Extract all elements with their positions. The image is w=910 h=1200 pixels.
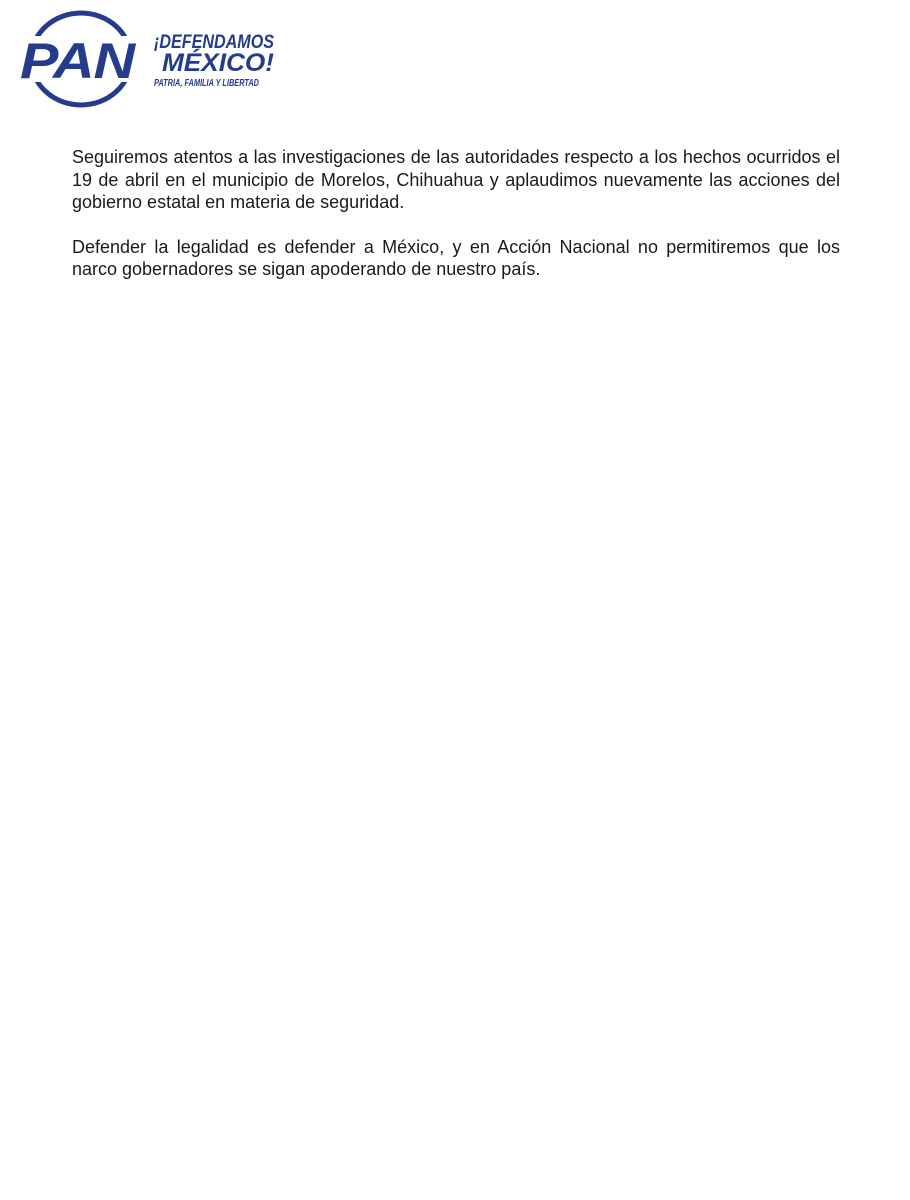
slogan-line-patria: PATRIA, FAMILIA Y LIBERTAD (154, 77, 260, 89)
pan-logo-graphic (18, 6, 138, 110)
campaign-slogan (152, 28, 277, 98)
slogan-line-defendamos: ¡DEFENDAMOS (154, 32, 275, 53)
paragraph-legalidad: Defender la legalidad es defender a México, y en Acción Nacional no permitiremos que los narco gobernadores se sigan apoderando de nuestro país. (72, 236, 840, 279)
statement-body (72, 146, 840, 303)
pan-logo-text: PAN (20, 33, 137, 89)
paragraph-investigaciones: Seguiremos atentos a las investigaciones de las autoridades respecto a los hechos ocurridos el 19 de abril en el municipio de Morelos, Chihuahua y aplaudimos nuevamente las acciones del gobierno estatal en materia de seguridad. (72, 147, 840, 212)
pan-logo (18, 6, 138, 110)
slogan-line-mexico: MÉXICO! (162, 49, 269, 77)
document-header (18, 6, 278, 110)
slogan-graphic (152, 28, 277, 98)
